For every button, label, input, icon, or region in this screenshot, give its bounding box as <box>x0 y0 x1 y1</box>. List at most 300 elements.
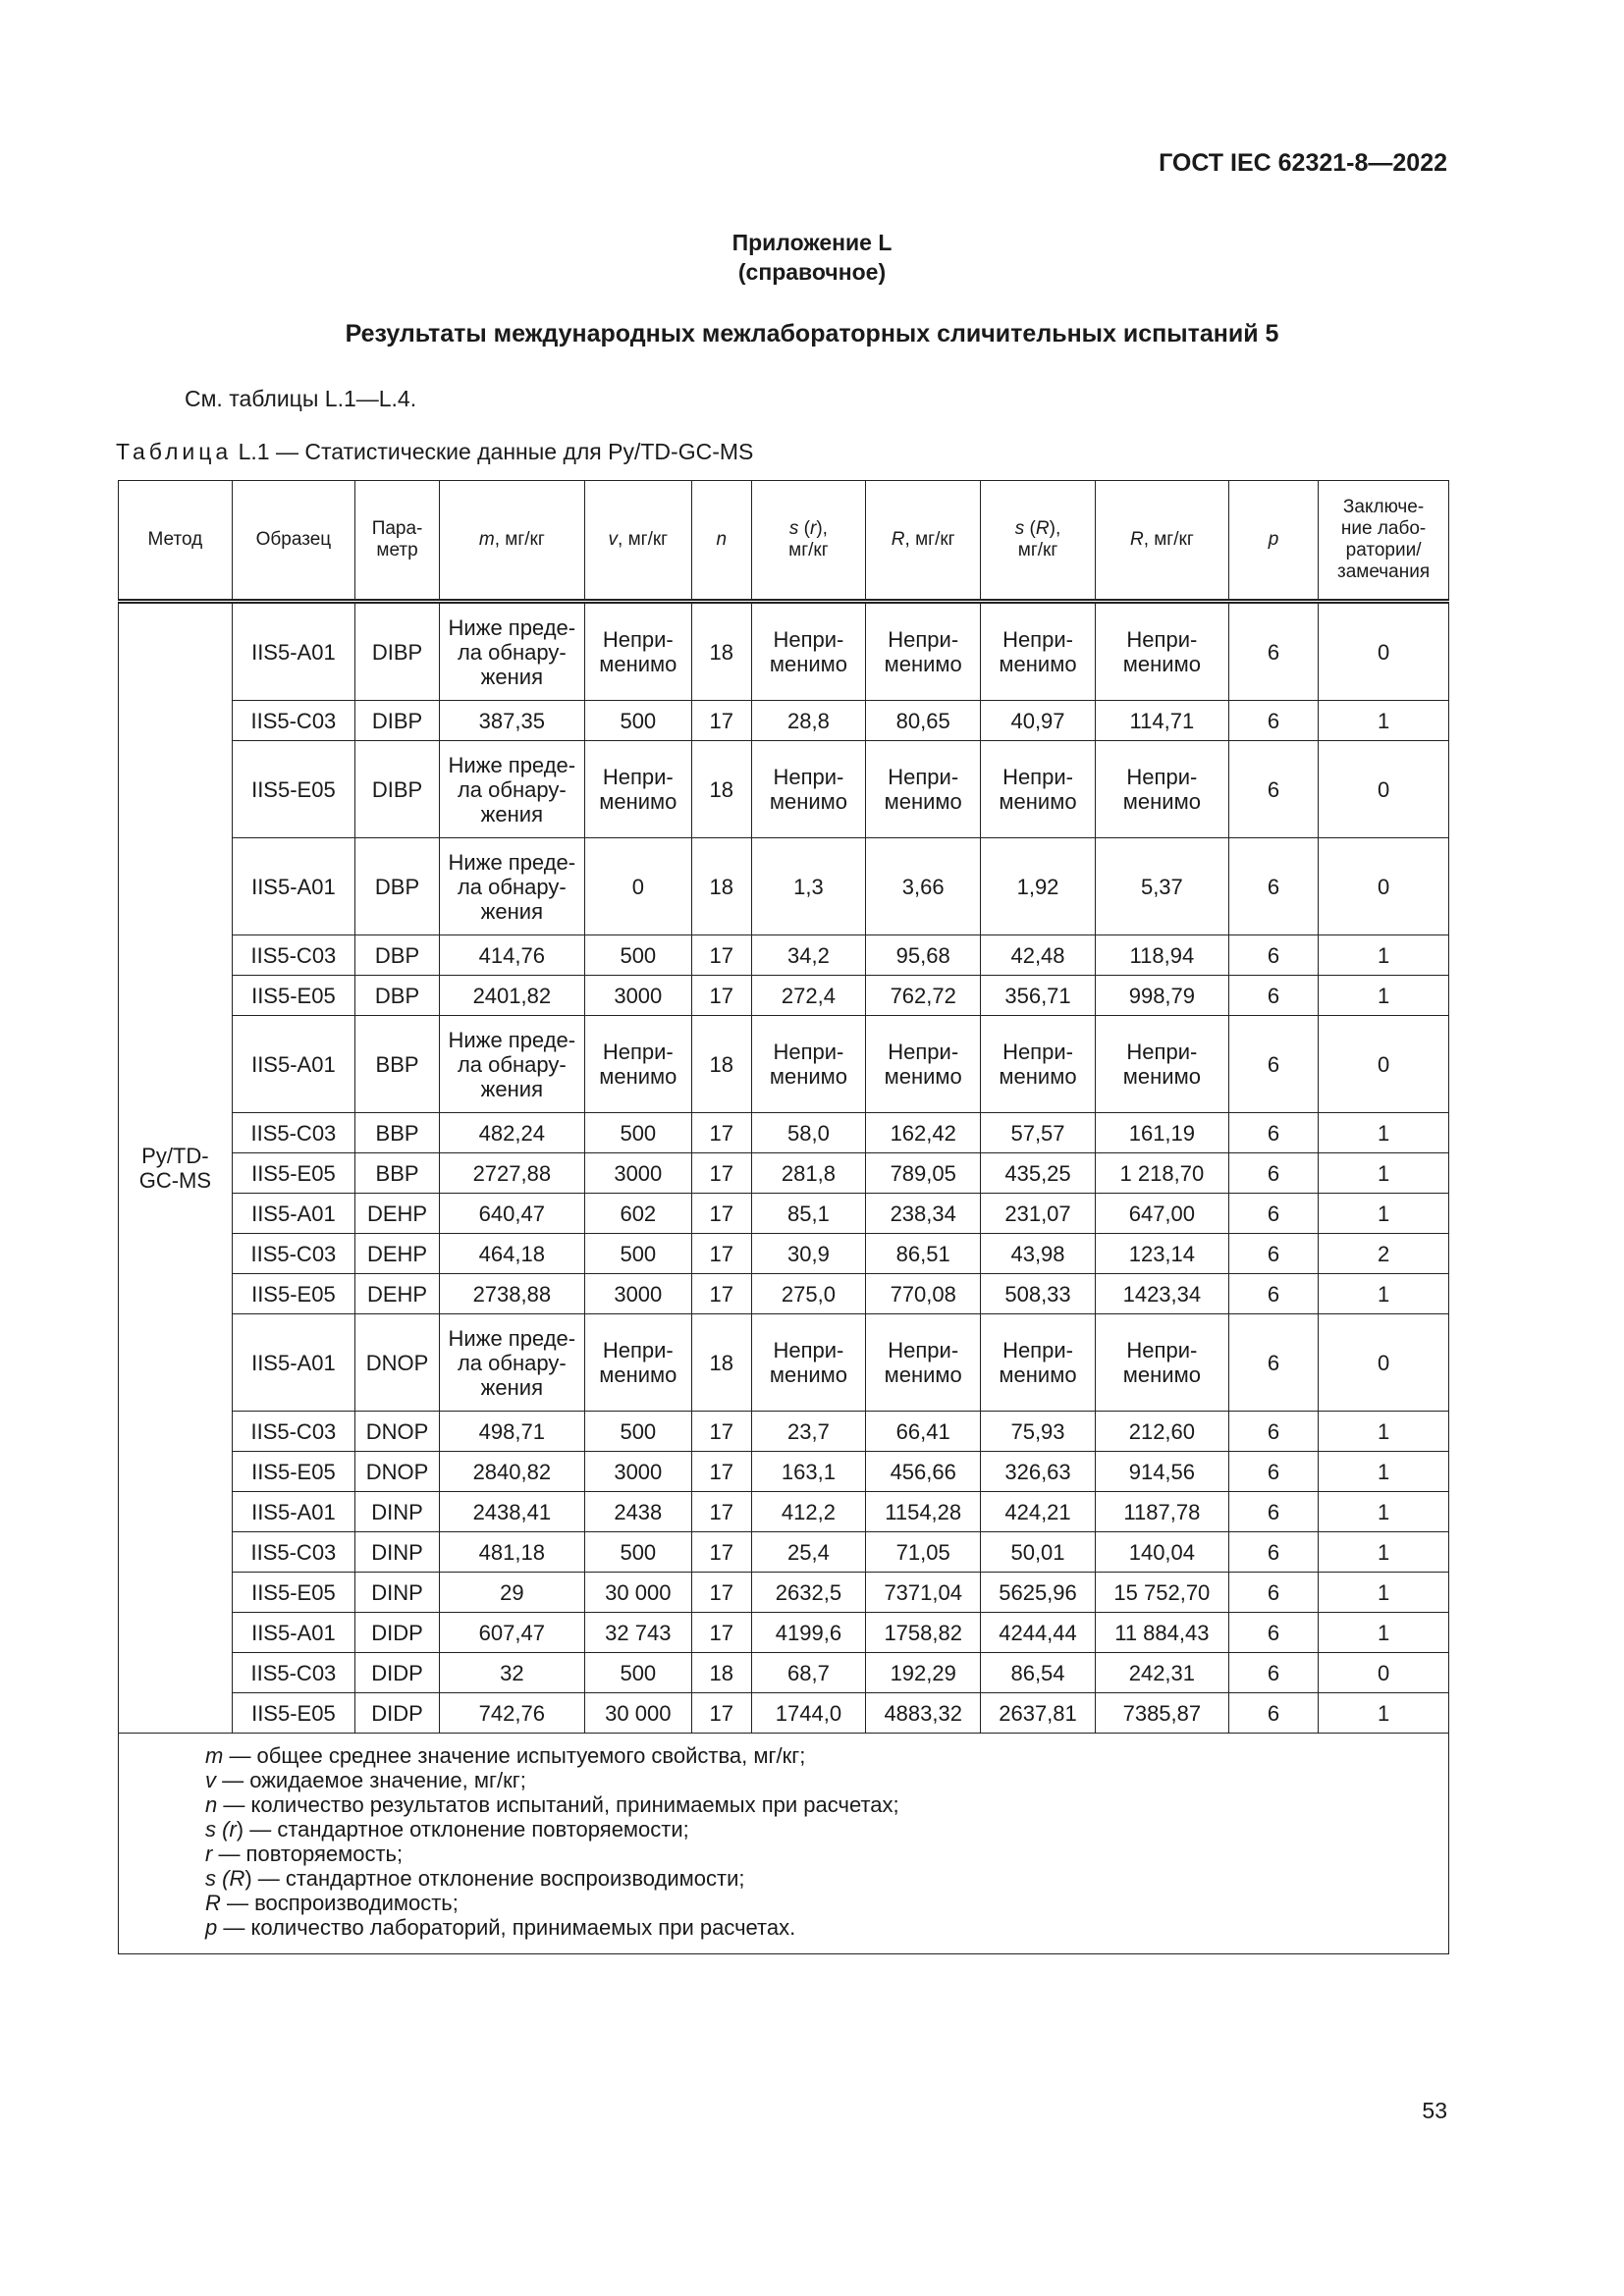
page-number: 53 <box>1422 2098 1447 2123</box>
table-cell: 7371,04 <box>866 1573 981 1613</box>
note-symbol: p <box>205 1915 218 1940</box>
note-text: ) — стандартное отклонение повторяемости; <box>236 1817 689 1842</box>
table-cell: 6 <box>1228 741 1318 838</box>
table-cell: 29 <box>440 1573 585 1613</box>
table-cell: 140,04 <box>1095 1532 1228 1573</box>
header-symbol: s <box>788 518 799 539</box>
table-cell: DNOP <box>355 1314 440 1412</box>
table-row <box>119 1573 1449 1613</box>
table-cell: 18 <box>692 741 752 838</box>
table-cell: 742,76 <box>440 1693 585 1734</box>
table-cell: 1 <box>1319 1113 1449 1153</box>
header-symbol: s <box>1014 518 1025 539</box>
table-row <box>119 1693 1449 1734</box>
table-cell: 40,97 <box>981 701 1096 741</box>
document-heading: Результаты международных межлабораторных сличительных испытаний 5 <box>345 320 1279 347</box>
table-cell: 356,71 <box>981 976 1096 1016</box>
table-cell: 18 <box>692 1016 752 1113</box>
table-cell: 0 <box>584 838 691 935</box>
header-symbol: R <box>1035 518 1050 539</box>
table-cell: IIS5-C03 <box>232 701 354 741</box>
note-prefix: s ( <box>205 1866 230 1891</box>
table-cell: 1 <box>1319 1492 1449 1532</box>
table-cell: 2727,88 <box>440 1153 585 1194</box>
table-cell: DIBP <box>355 741 440 838</box>
table-cell: 17 <box>692 1492 752 1532</box>
table-cell: DINP <box>355 1573 440 1613</box>
table-cell: 281,8 <box>751 1153 866 1194</box>
table-cell: 770,08 <box>866 1274 981 1314</box>
table-cell: Непри- менимо <box>1095 602 1228 701</box>
table-cell: 500 <box>584 935 691 976</box>
table-cell: 17 <box>692 1234 752 1274</box>
table-cell: BBP <box>355 1153 440 1194</box>
table-cell: 161,19 <box>1095 1113 1228 1153</box>
table-cell: DINP <box>355 1532 440 1573</box>
table-cell: Ниже преде- ла обнару- жения <box>440 741 585 838</box>
table-cell: 17 <box>692 1573 752 1613</box>
table-cell: 118,94 <box>1095 935 1228 976</box>
table-cell: 6 <box>1228 935 1318 976</box>
table-cell: IIS5-C03 <box>232 1234 354 1274</box>
table-cell: 508,33 <box>981 1274 1096 1314</box>
table-cell: 242,31 <box>1095 1653 1228 1693</box>
note-symbol: v <box>205 1768 216 1792</box>
table-row <box>119 1492 1449 1532</box>
table-cell: 914,56 <box>1095 1452 1228 1492</box>
table-cell: 482,24 <box>440 1113 585 1153</box>
table-row <box>119 935 1449 976</box>
table-cell: 114,71 <box>1095 701 1228 741</box>
table-cell: Непри- менимо <box>584 602 691 701</box>
column-header <box>692 481 752 602</box>
note-symbol: n <box>205 1792 218 1817</box>
note-text: — воспроизводимость; <box>220 1891 459 1915</box>
table-cell: 0 <box>1319 1016 1449 1113</box>
column-header: s (R), мг/кг <box>981 481 1096 602</box>
table-cell: 6 <box>1228 602 1318 701</box>
table-row <box>119 1613 1449 1653</box>
table-cell: 1744,0 <box>751 1693 866 1734</box>
table-cell: 6 <box>1228 976 1318 1016</box>
table-cell: 17 <box>692 1693 752 1734</box>
table-cell: Непри- менимо <box>866 1314 981 1412</box>
table-cell: 6 <box>1228 1194 1318 1234</box>
table-cell: 17 <box>692 1153 752 1194</box>
table-cell: 17 <box>692 1412 752 1452</box>
table-cell: 1 <box>1319 1573 1449 1613</box>
table-cell: 3000 <box>584 1452 691 1492</box>
table-caption-text: L.1 — Статистические данные для Py/TD-GC-MS <box>232 439 754 464</box>
table-cell: 272,4 <box>751 976 866 1016</box>
table-cell: 1 <box>1319 1274 1449 1314</box>
table-cell: 11 884,43 <box>1095 1613 1228 1653</box>
table-cell: 50,01 <box>981 1532 1096 1573</box>
table-cell: Непри- менимо <box>1095 1016 1228 1113</box>
table-cell: 2 <box>1319 1234 1449 1274</box>
table-cell: 2637,81 <box>981 1693 1096 1734</box>
table-cell: 123,14 <box>1095 1234 1228 1274</box>
column-header: s (r), мг/кг <box>751 481 866 602</box>
note-text: — количество результатов испытаний, принимаемых при расчетах; <box>217 1792 899 1817</box>
table-cell: 998,79 <box>1095 976 1228 1016</box>
table-cell: 162,42 <box>866 1113 981 1153</box>
column-header: Метод <box>119 481 233 602</box>
table-cell: 1187,78 <box>1095 1492 1228 1532</box>
table-cell: Непри- менимо <box>584 741 691 838</box>
table-cell: 6 <box>1228 1274 1318 1314</box>
table-cell: 6 <box>1228 838 1318 935</box>
header-symbol: v <box>608 529 619 550</box>
notes-cell <box>119 1734 1449 1954</box>
table-cell: IIS5-E05 <box>232 1452 354 1492</box>
table-cell: 6 <box>1228 1613 1318 1653</box>
note-line <box>205 1891 1448 1915</box>
table-cell: 424,21 <box>981 1492 1096 1532</box>
note-line <box>205 1842 1448 1866</box>
table-cell: IIS5-C03 <box>232 1653 354 1693</box>
table-cell: Непри- менимо <box>751 1314 866 1412</box>
table-cell: Ниже преде- ла обнару- жения <box>440 602 585 701</box>
table-cell: 17 <box>692 1452 752 1492</box>
table-cell: 71,05 <box>866 1532 981 1573</box>
table-header-row <box>119 481 1449 602</box>
table-cell: 1 <box>1319 1613 1449 1653</box>
table-cell: 412,2 <box>751 1492 866 1532</box>
note-symbol: R <box>205 1891 221 1915</box>
table-cell: 2401,82 <box>440 976 585 1016</box>
table-row <box>119 1653 1449 1693</box>
table-cell: Ниже преде- ла обнару- жения <box>440 838 585 935</box>
table-cell: 6 <box>1228 1153 1318 1194</box>
table-caption <box>116 439 753 465</box>
annex-type: (справочное) <box>737 259 887 285</box>
table-cell: 602 <box>584 1194 691 1234</box>
table-cell: 500 <box>584 1532 691 1573</box>
note-symbol: r <box>229 1817 237 1842</box>
table-cell: 15 752,70 <box>1095 1573 1228 1613</box>
table-cell: 789,05 <box>866 1153 981 1194</box>
table-cell: 3,66 <box>866 838 981 935</box>
table-cell: 17 <box>692 1113 752 1153</box>
annex-label: Приложение L <box>731 230 893 255</box>
table-cell: IIS5-E05 <box>232 741 354 838</box>
note-line <box>205 1792 1448 1817</box>
table-row <box>119 1113 1449 1153</box>
table-cell: 1,3 <box>751 838 866 935</box>
column-header: R, мг/кг <box>866 481 981 602</box>
table-cell: 30,9 <box>751 1234 866 1274</box>
column-header: Образец <box>232 481 354 602</box>
table-cell: 1758,82 <box>866 1613 981 1653</box>
table-cell: 43,98 <box>981 1234 1096 1274</box>
table-cell: 456,66 <box>866 1452 981 1492</box>
note-text: — ожидаемое значение, мг/кг; <box>216 1768 526 1792</box>
table-cell: 6 <box>1228 1234 1318 1274</box>
table-cell: IIS5-E05 <box>232 1153 354 1194</box>
header-symbol: m <box>478 529 495 550</box>
table-cell: 6 <box>1228 1314 1318 1412</box>
table-cell: 18 <box>692 838 752 935</box>
table-row <box>119 1194 1449 1234</box>
table-cell: 75,93 <box>981 1412 1096 1452</box>
note-symbol: m <box>205 1743 224 1768</box>
table-cell: 30 000 <box>584 1693 691 1734</box>
table-cell: 0 <box>1319 838 1449 935</box>
table-cell: 17 <box>692 1613 752 1653</box>
table-cell: BBP <box>355 1016 440 1113</box>
table-cell: 500 <box>584 1653 691 1693</box>
table-cell: 326,63 <box>981 1452 1096 1492</box>
table-cell: 80,65 <box>866 701 981 741</box>
table-cell: IIS5-A01 <box>232 1194 354 1234</box>
table-cell: 0 <box>1319 1653 1449 1693</box>
note-text: ) — стандартное отклонение воспроизводимости; <box>244 1866 745 1891</box>
table-cell: 1 <box>1319 935 1449 976</box>
see-tables-reference: См. таблицы L.1—L.4. <box>185 386 417 411</box>
table-cell: 7385,87 <box>1095 1693 1228 1734</box>
table-caption-label: Таблица <box>116 439 233 464</box>
table-cell: 18 <box>692 602 752 701</box>
table-cell: DBP <box>355 935 440 976</box>
table-cell: DIDP <box>355 1613 440 1653</box>
table-cell: 4244,44 <box>981 1613 1096 1653</box>
table-cell: Непри- менимо <box>866 741 981 838</box>
table-row <box>119 1452 1449 1492</box>
header-symbol: n <box>716 529 728 550</box>
table-cell: 95,68 <box>866 935 981 976</box>
table-cell: 17 <box>692 1274 752 1314</box>
table-cell: DIDP <box>355 1653 440 1693</box>
table-cell: 0 <box>1319 1314 1449 1412</box>
table-cell: 17 <box>692 1194 752 1234</box>
table-cell: 5625,96 <box>981 1573 1096 1613</box>
table-cell: 464,18 <box>440 1234 585 1274</box>
note-text: — общее среднее значение испытуемого свойства, мг/кг; <box>223 1743 806 1768</box>
table-cell: DBP <box>355 838 440 935</box>
table-cell: 500 <box>584 701 691 741</box>
note-line <box>205 1768 1448 1792</box>
table-cell: DINP <box>355 1492 440 1532</box>
table-cell: Непри- менимо <box>751 741 866 838</box>
table-cell: 6 <box>1228 1113 1318 1153</box>
table-cell: 500 <box>584 1412 691 1452</box>
table-cell: 6 <box>1228 1532 1318 1573</box>
table-cell: 498,71 <box>440 1412 585 1452</box>
table-cell: 4199,6 <box>751 1613 866 1653</box>
table-cell: Ниже преде- ла обнару- жения <box>440 1016 585 1113</box>
table-cell: 192,29 <box>866 1653 981 1693</box>
table-cell: 1 218,70 <box>1095 1153 1228 1194</box>
column-header: v, мг/кг <box>584 481 691 602</box>
table-cell: 17 <box>692 935 752 976</box>
table-cell: Непри- менимо <box>1095 1314 1228 1412</box>
table-cell: DBP <box>355 976 440 1016</box>
notes-row <box>119 1734 1449 1954</box>
statistics-table <box>118 480 1449 1954</box>
table-cell: 1 <box>1319 1452 1449 1492</box>
table-cell: 1,92 <box>981 838 1096 935</box>
table-cell: 481,18 <box>440 1532 585 1573</box>
table-cell: 2840,82 <box>440 1452 585 1492</box>
note-symbol: r <box>205 1842 213 1866</box>
table-cell: 25,4 <box>751 1532 866 1573</box>
table-cell: 1154,28 <box>866 1492 981 1532</box>
table-cell: Непри- менимо <box>584 1314 691 1412</box>
table-cell: 6 <box>1228 1016 1318 1113</box>
table-cell: DIDP <box>355 1693 440 1734</box>
table-cell: 30 000 <box>584 1573 691 1613</box>
table-cell: IIS5-A01 <box>232 1613 354 1653</box>
note-prefix: s ( <box>205 1817 230 1842</box>
table-cell: 5,37 <box>1095 838 1228 935</box>
table-row <box>119 602 1449 701</box>
document-code: ГОСТ IEC 62321-8—2022 <box>1159 149 1447 177</box>
note-line <box>205 1915 1448 1940</box>
table-cell: 2738,88 <box>440 1274 585 1314</box>
table-cell: Непри- менимо <box>981 602 1096 701</box>
table-cell: 6 <box>1228 1693 1318 1734</box>
table-cell: 28,8 <box>751 701 866 741</box>
table-cell: 1 <box>1319 976 1449 1016</box>
table-row <box>119 701 1449 741</box>
table-cell: 6 <box>1228 1412 1318 1452</box>
table-cell: Непри- менимо <box>981 1016 1096 1113</box>
table-cell: 68,7 <box>751 1653 866 1693</box>
table-cell: IIS5-E05 <box>232 1573 354 1613</box>
table-cell: 1 <box>1319 1693 1449 1734</box>
table-cell: DNOP <box>355 1412 440 1452</box>
table-cell: 0 <box>1319 602 1449 701</box>
table-cell: 17 <box>692 701 752 741</box>
table-cell: IIS5-E05 <box>232 1274 354 1314</box>
note-line <box>205 1817 1448 1842</box>
table-cell: 0 <box>1319 741 1449 838</box>
table-cell: Непри- менимо <box>981 741 1096 838</box>
table-cell: 6 <box>1228 1492 1318 1532</box>
table-cell: 2438,41 <box>440 1492 585 1532</box>
table-cell: 6 <box>1228 1653 1318 1693</box>
table-cell: 42,48 <box>981 935 1096 976</box>
table-row <box>119 976 1449 1016</box>
table-cell: Непри- менимо <box>1095 741 1228 838</box>
table-cell: 500 <box>584 1113 691 1153</box>
table-cell: 17 <box>692 976 752 1016</box>
table-cell: 1 <box>1319 1194 1449 1234</box>
table-row <box>119 1016 1449 1113</box>
table-cell: Непри- менимо <box>751 1016 866 1113</box>
header-symbol: R <box>891 529 905 550</box>
table-cell: 3000 <box>584 976 691 1016</box>
table-cell: 66,41 <box>866 1412 981 1452</box>
table-cell: IIS5-A01 <box>232 838 354 935</box>
table-cell: 607,47 <box>440 1613 585 1653</box>
table-cell: IIS5-C03 <box>232 1113 354 1153</box>
table-cell: 647,00 <box>1095 1194 1228 1234</box>
table-cell: 640,47 <box>440 1194 585 1234</box>
table-cell: DIBP <box>355 701 440 741</box>
table-cell: 231,07 <box>981 1194 1096 1234</box>
column-header: Заключе- ние лабо- ратории/ замечания <box>1319 481 1449 602</box>
table-cell: IIS5-A01 <box>232 1492 354 1532</box>
table-row <box>119 1532 1449 1573</box>
table-cell: 387,35 <box>440 701 585 741</box>
column-header: R, мг/кг <box>1095 481 1228 602</box>
table-row <box>119 741 1449 838</box>
header-symbol: R <box>1129 529 1144 550</box>
header-symbol: p <box>1268 529 1279 550</box>
table-cell: 32 <box>440 1653 585 1693</box>
table-cell: Непри- менимо <box>981 1314 1096 1412</box>
table-cell: 6 <box>1228 701 1318 741</box>
table-cell: IIS5-C03 <box>232 1412 354 1452</box>
table-cell: 18 <box>692 1653 752 1693</box>
table-cell: 6 <box>1228 1573 1318 1613</box>
table-cell: 435,25 <box>981 1153 1096 1194</box>
table-cell: 212,60 <box>1095 1412 1228 1452</box>
table-row <box>119 838 1449 935</box>
table-cell: 17 <box>692 1532 752 1573</box>
table-row <box>119 1153 1449 1194</box>
table-cell: 57,57 <box>981 1113 1096 1153</box>
table-row <box>119 1314 1449 1412</box>
table-cell: Ниже преде- ла обнару- жения <box>440 1314 585 1412</box>
table-cell: 275,0 <box>751 1274 866 1314</box>
table-cell: 23,7 <box>751 1412 866 1452</box>
table-cell: 4883,32 <box>866 1693 981 1734</box>
table-cell: 85,1 <box>751 1194 866 1234</box>
table-cell: 762,72 <box>866 976 981 1016</box>
table-body <box>119 602 1449 1954</box>
table-row <box>119 1234 1449 1274</box>
table-cell: 1 <box>1319 1412 1449 1452</box>
table-cell: 6 <box>1228 1452 1318 1492</box>
table-cell: IIS5-A01 <box>232 1016 354 1113</box>
table-cell: Непри- менимо <box>866 602 981 701</box>
annex-title <box>0 228 1624 287</box>
table-cell: 1 <box>1319 1153 1449 1194</box>
table-cell: Непри- менимо <box>751 602 866 701</box>
header-symbol: r <box>810 518 817 539</box>
table-cell: BBP <box>355 1113 440 1153</box>
table-cell: 414,76 <box>440 935 585 976</box>
note-line <box>205 1866 1448 1891</box>
table-cell: DEHP <box>355 1274 440 1314</box>
table-row <box>119 1274 1449 1314</box>
table-cell: Непри- менимо <box>584 1016 691 1113</box>
table-cell: DEHP <box>355 1234 440 1274</box>
note-text: — количество лабораторий, принимаемых при расчетах. <box>217 1915 796 1940</box>
column-header: m, мг/кг <box>440 481 585 602</box>
table-cell: DEHP <box>355 1194 440 1234</box>
note-text: — повторяемость; <box>212 1842 404 1866</box>
table-cell: 3000 <box>584 1153 691 1194</box>
note-symbol: R <box>229 1866 245 1891</box>
table-cell: DIBP <box>355 602 440 701</box>
table-cell: IIS5-A01 <box>232 1314 354 1412</box>
table-cell: IIS5-E05 <box>232 1693 354 1734</box>
table-cell: IIS5-C03 <box>232 935 354 976</box>
table-cell: 32 743 <box>584 1613 691 1653</box>
table-cell: IIS5-C03 <box>232 1532 354 1573</box>
table-cell: 1 <box>1319 701 1449 741</box>
table-cell: 238,34 <box>866 1194 981 1234</box>
table-cell: 86,51 <box>866 1234 981 1274</box>
method-cell: Py/TD- GC-MS <box>119 602 233 1734</box>
table-cell: 500 <box>584 1234 691 1274</box>
table-cell: 34,2 <box>751 935 866 976</box>
column-header: Пара- метр <box>355 481 440 602</box>
